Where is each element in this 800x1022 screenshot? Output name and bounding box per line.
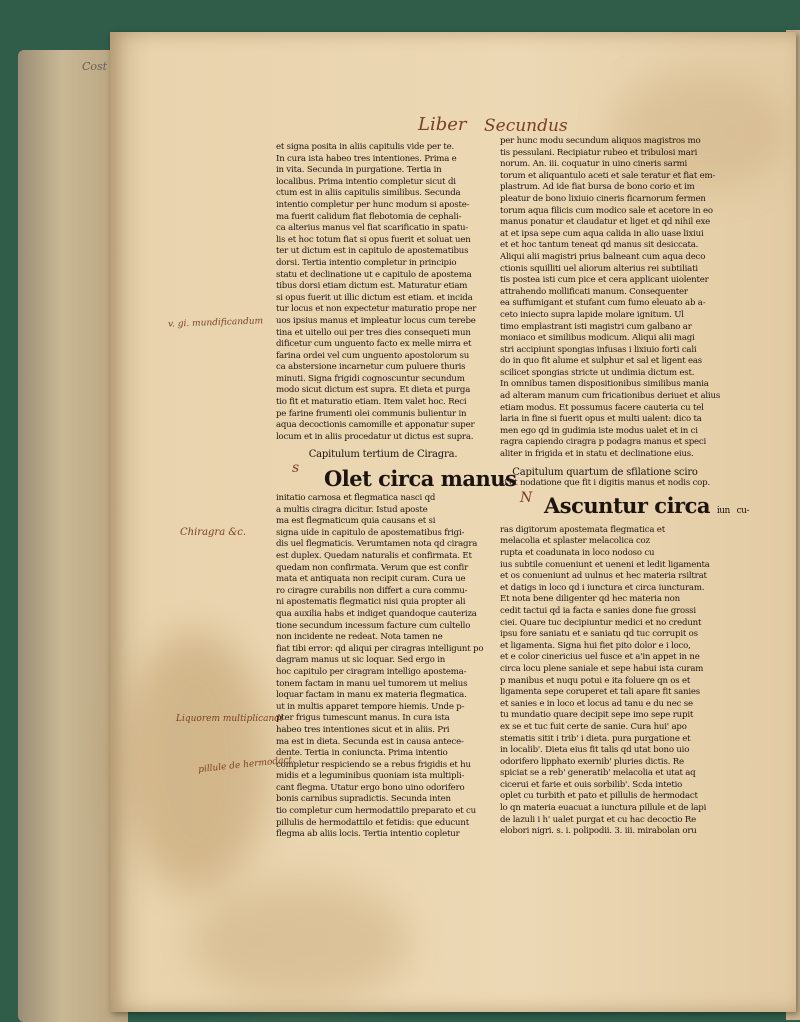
text-line: mata et antiquata non recipit curam. Cura ue bbox=[276, 574, 466, 585]
text-line: habeo tres intentiones sicut et in aliis. Pri bbox=[276, 724, 450, 735]
text-line: ter ut dictum est in capitulo de apostematibus bbox=[276, 246, 469, 257]
left-column-top-block bbox=[276, 142, 490, 443]
text-line: ut in multis apparet tempore hiemis. Unde p- bbox=[276, 701, 465, 712]
text-line: tio completur cum hermodattilo preparato et cu bbox=[276, 806, 476, 817]
text-line: tione secundum incessum facture cum cultello bbox=[276, 620, 471, 631]
text-line: in vita. Secunda in purgatione. Tertia in bbox=[276, 165, 442, 176]
text-line: lis et hoc totum fiat si opus fuerit et soluat uen bbox=[276, 234, 471, 245]
text-line: at et ipsa sepe cum aqua calida in alio uase lixiui bbox=[500, 228, 704, 239]
text-line: tonem factam in manu uel tumorem ut melius bbox=[276, 678, 468, 689]
text-line: cant flegma. Utatur ergo bono uino odorifero bbox=[276, 782, 465, 793]
text-line: tina et uitello oui per tres dies consequeti mun bbox=[276, 327, 471, 338]
text-line: tibus dorsi etiam dictum est. Maturatur etiam bbox=[276, 281, 468, 292]
text-line: a multis ciragra dicitur. Istud aposte bbox=[276, 504, 428, 515]
text-line: Aliqui alii magistri prius balneant cum aqua deco bbox=[500, 251, 706, 262]
text-line: fiat tibi error: qd aliqui per ciragras intelligunt po bbox=[276, 643, 484, 654]
text-line: ca abstersione incarnetur cum puluere thuris bbox=[276, 362, 466, 373]
text-line: cedit tactui qd ia facta e sanies done fue grossi bbox=[500, 605, 696, 616]
text-line: minuti. Signa frigidi cognoscuntur secundum bbox=[276, 373, 465, 384]
text-line: ctum est in aliis capitulis similibus. Secunda bbox=[276, 188, 461, 199]
decorated-opening-text: Ascuntur circa bbox=[544, 492, 711, 518]
text-line: odorifero lipphato exernib' pluries dictis. Re bbox=[500, 756, 684, 767]
text-line: attrahendo mollificati manum. Consequenter bbox=[500, 286, 688, 297]
text-line: ragra capiendo ciragra p podagra manus et speci bbox=[500, 437, 707, 448]
text-line: et os conueniunt ad uulnus et hec materia rsiltrat bbox=[500, 571, 707, 582]
text-line: moniaco et similibus modicum. Aliqui alii magi bbox=[500, 333, 695, 344]
text-line: p manibus et nuqu potui e ita foluere qn os et bbox=[500, 675, 691, 686]
text-line: ceto iniecto supra lapide molare ignitum. Ul bbox=[500, 309, 684, 320]
text-line: ex se et tuc fuit certe de sanie. Cura hui' apo bbox=[500, 721, 687, 732]
text-line: torum aqua filicis cum modico sale et acetore in eo bbox=[500, 205, 713, 216]
margin-annotation: v. gi. mundificandum bbox=[167, 316, 264, 330]
chapter-heading: Capitulum tertium de Ciragra. bbox=[308, 449, 458, 461]
margin-marker: s bbox=[292, 460, 300, 476]
text-line: ro ciragre curabilis non differt a cura commu- bbox=[276, 585, 468, 596]
text-line: localibus. Prima intentio completur sicut di bbox=[276, 176, 456, 187]
stain bbox=[190, 882, 410, 1002]
text-line: ctionis squilliti uel aliorum alterius rei subtiliati bbox=[500, 263, 698, 274]
text-line: dagram manus ut sic loquar. Sed ergo in bbox=[276, 655, 446, 666]
text-line: est duplex. Quedam naturalis et confirmata. Et bbox=[276, 551, 472, 561]
text-line: ad alteram manum cum fricationibus deriuet et alius bbox=[500, 391, 721, 402]
text-line: rupta et coadunata in loco nodoso cu bbox=[500, 548, 655, 558]
text-line: oplet cu turbith et pato et pillulis de hermodact bbox=[500, 791, 698, 802]
text-line: dificetur cum unguento facto ex melle mirra et bbox=[276, 339, 472, 350]
text-line: stematis sitit i trib' i dieta. pura purgatione et bbox=[500, 733, 691, 744]
text-line: aqua decoctionis camomille et apponatur super bbox=[276, 420, 475, 431]
text-line: lo qn materia euacuat a iunctura pillule et de lapi bbox=[500, 803, 707, 814]
text-line: scilicet spongias stricte ut undimia dictum est. bbox=[500, 367, 695, 378]
text-line: et e color cinericius uel fusce et a'in appet in ne bbox=[500, 652, 700, 663]
text-line: In cura ista habeo tres intentiones. Prima e bbox=[276, 153, 457, 164]
left-text-column bbox=[276, 142, 517, 840]
text-line: ius subtile conueniunt et ueneni et ledit ligamenta bbox=[500, 559, 710, 570]
text-line: do in quo fit alume et sulphur et sal et ligent eas bbox=[500, 356, 703, 367]
text-line: in localib'. Dieta eius fit talis qd utat bono uio bbox=[500, 745, 690, 756]
text-line: pleatur de bono lixiuio cineris ficarnorum fermen bbox=[500, 193, 706, 204]
text-line: pe farine frumenti olei communis bulientur in bbox=[276, 408, 467, 419]
text-line: stri accipiunt spongias infusas i lixiuio forti cali bbox=[500, 344, 697, 355]
text-line: midis et a leguminibus quoniam ista multipli- bbox=[276, 771, 465, 782]
text-line: et sanies e in loco et locus ad tanu e du nec se bbox=[500, 698, 693, 709]
chapter-heading-continued: si et nodatione que fit i digitis manus et nodis cop. bbox=[500, 478, 710, 489]
text-line: signa uide in capitulo de apostematibus frigi- bbox=[276, 527, 465, 538]
text-line: tis pessulani. Recipiatur rubeo et tribulosi mari bbox=[500, 147, 698, 158]
text-line: tur locus et non expectetur maturatio prope ner bbox=[276, 304, 477, 315]
text-line: ipsu fore saniatu et e saniatu qd tuc corrupit os bbox=[500, 629, 698, 640]
text-line: spiciat se a reb' generatib' melacolia et utat aq bbox=[500, 768, 696, 779]
text-line: et et hoc tantum teneat qd manus sit desiccata. bbox=[500, 240, 699, 251]
text-line: locum et in aliis procedatur ut dictus est supra. bbox=[276, 431, 474, 442]
decorated-opening-line: Olet circa manus bbox=[324, 466, 517, 492]
text-line: flegma ab aliis locis. Tertia intentio copletur bbox=[276, 829, 460, 840]
text-line: laria in fine si fuerit opus et multi ualent: dico ta bbox=[500, 414, 702, 425]
text-line: hoc capitulo per ciragram intelligo apostema- bbox=[276, 666, 467, 677]
right-text-column bbox=[500, 136, 750, 837]
text-line: ras digitorum apostemata flegmatica et bbox=[500, 524, 665, 535]
text-line: cicerui et farie et ouis sorbilib'. Scda intetio bbox=[500, 779, 683, 790]
text-line: completur respiciendo se a rebus frigidis et hu bbox=[276, 759, 471, 770]
text-line: aliter in frigida et in statu et declinatione eius. bbox=[500, 449, 694, 460]
text-line: dente. Tertia in coniuncta. Prima intentio bbox=[276, 748, 448, 759]
text-line: de lazuli i h' ualet purgat et cu hac decoctio Re bbox=[500, 814, 697, 825]
text-line: per hunc modu secundum aliquos magistros mo bbox=[500, 136, 701, 146]
text-line: pillulis de hermodattilo et fetidis: que educunt bbox=[276, 817, 469, 828]
text-line: tu mundatio quare decipit sepe imo sepe rupit bbox=[500, 710, 694, 721]
opening-tail-a: iun bbox=[716, 505, 730, 516]
text-line: dorsi. Tertia intentio completur in principio bbox=[276, 257, 457, 268]
text-line: melacolia et splaster melacolica coz bbox=[500, 536, 650, 547]
text-line: circa locu plene saniale et sepe habui ista curam bbox=[500, 663, 704, 674]
margin-annotation: Liquorem multiplicandi bbox=[176, 714, 283, 724]
text-line: initatio carnosa et flegmatica nasci qd bbox=[276, 493, 436, 504]
margin-note-top-left: Cost bbox=[82, 60, 108, 73]
opening-tail-b: cu- bbox=[736, 505, 750, 516]
text-line: ca alterius manus vel fiat scarificatio in spatu- bbox=[276, 223, 469, 234]
text-line: ligamenta sepe coruperet et tali apare fit sanies bbox=[500, 687, 700, 698]
text-line: etiam modus. Et possumus facere cauteria cu tel bbox=[500, 402, 704, 413]
text-line: ea suffumigant et stufant cum fumo eleuato ab a- bbox=[500, 298, 706, 309]
text-line: pter frigus tumescunt manus. In cura ista bbox=[276, 713, 450, 724]
text-line: non incidente ne redeat. Nota tamen ne bbox=[276, 632, 443, 643]
text-line: bonis carnibus supradictis. Secunda inten bbox=[276, 794, 451, 805]
running-head-left: Liber bbox=[418, 114, 467, 135]
text-line: dis uel flegmaticis. Verumtamen nota qd ciragra bbox=[276, 539, 478, 550]
text-line: ciei. Quare tuc decipiuntur medici et no credunt bbox=[500, 617, 702, 628]
right-column-body-block bbox=[500, 525, 710, 838]
margin-annotation: pillule de hermodact. bbox=[197, 754, 296, 776]
text-line: et signa posita in aliis capitulis vide per te. bbox=[276, 142, 455, 152]
left-column-body-block bbox=[276, 493, 490, 841]
text-line: manus ponatur et claudatur et liget et qd nihil exe bbox=[500, 217, 710, 228]
text-line: torum et aliquantulo aceti et sale teratur et fiat em- bbox=[500, 170, 716, 181]
text-line: farina ordei vel cum unguento apostolorum su bbox=[276, 350, 470, 361]
text-line: ma est flegmaticum quia causans et si bbox=[276, 516, 436, 527]
text-line: uos ipsius manus et impleatur locus cum terebe bbox=[276, 315, 476, 326]
text-line: ma est in dieta. Secunda est in causa antece- bbox=[276, 736, 464, 747]
text-line: tis postea isti cum pice et cera applicant uiolenter bbox=[500, 275, 709, 286]
running-head-right: Secundus bbox=[484, 116, 568, 136]
margin-marker: N bbox=[520, 490, 533, 506]
margin-annotation: Chiragra &c. bbox=[180, 527, 247, 538]
text-line: men ego qd in gudimia iste modus ualet et in ci bbox=[500, 425, 698, 436]
text-line: timo emplastrant isti magistri cum galbano ar bbox=[500, 321, 692, 332]
text-line: tio fit et maturatio etiam. Item valet hoc. Reci bbox=[276, 397, 467, 408]
text-line: et datigs in loco qd i iunctura et circa iuncturam. bbox=[500, 582, 705, 593]
text-line: statu et declinatione ut e capitulo de apostema bbox=[276, 269, 472, 280]
text-line: et ligamenta. Signa hui fiet pito dolor e i loco, bbox=[500, 640, 691, 651]
text-line: Et nota bene diligenter qd hec materia non bbox=[500, 594, 680, 605]
text-line: modo sicut dictum est supra. Et dieta et purga bbox=[276, 385, 471, 396]
chapter-heading: Capitulum quartum de sfilatione sciro bbox=[512, 466, 698, 478]
text-line: quedam non confirmata. Verum que est confir bbox=[276, 562, 468, 573]
decorated-opening-line bbox=[500, 492, 750, 523]
text-line: plastrum. Ad ide fiat bursa de bono corio et im bbox=[500, 182, 695, 193]
text-line: intentio completur per hunc modum si aposte- bbox=[276, 199, 470, 210]
text-line: ma fuerit calidum fiat flebotomia de cephali- bbox=[276, 211, 462, 222]
text-line: loquar factam in manu ex materia flegmatica. bbox=[276, 690, 467, 701]
text-line: elobori nigri. s. i. polipodii. 3. iii. mirabolan oru bbox=[500, 826, 697, 837]
right-column-top-block bbox=[500, 136, 721, 461]
text-line: In omnibus tamen dispositionibus similibus mania bbox=[500, 379, 709, 390]
text-line: ni apostematis flegmatici nisi quia propter ali bbox=[276, 597, 466, 608]
text-line: si opus fuerit ut illic dictum est etiam. et incida bbox=[276, 292, 473, 303]
text-line: norum. An. iii. coquatur in uino cineris sarmi bbox=[500, 159, 688, 170]
text-line: qua auxilia habs et indiget quandoque cauteriza bbox=[276, 608, 477, 619]
